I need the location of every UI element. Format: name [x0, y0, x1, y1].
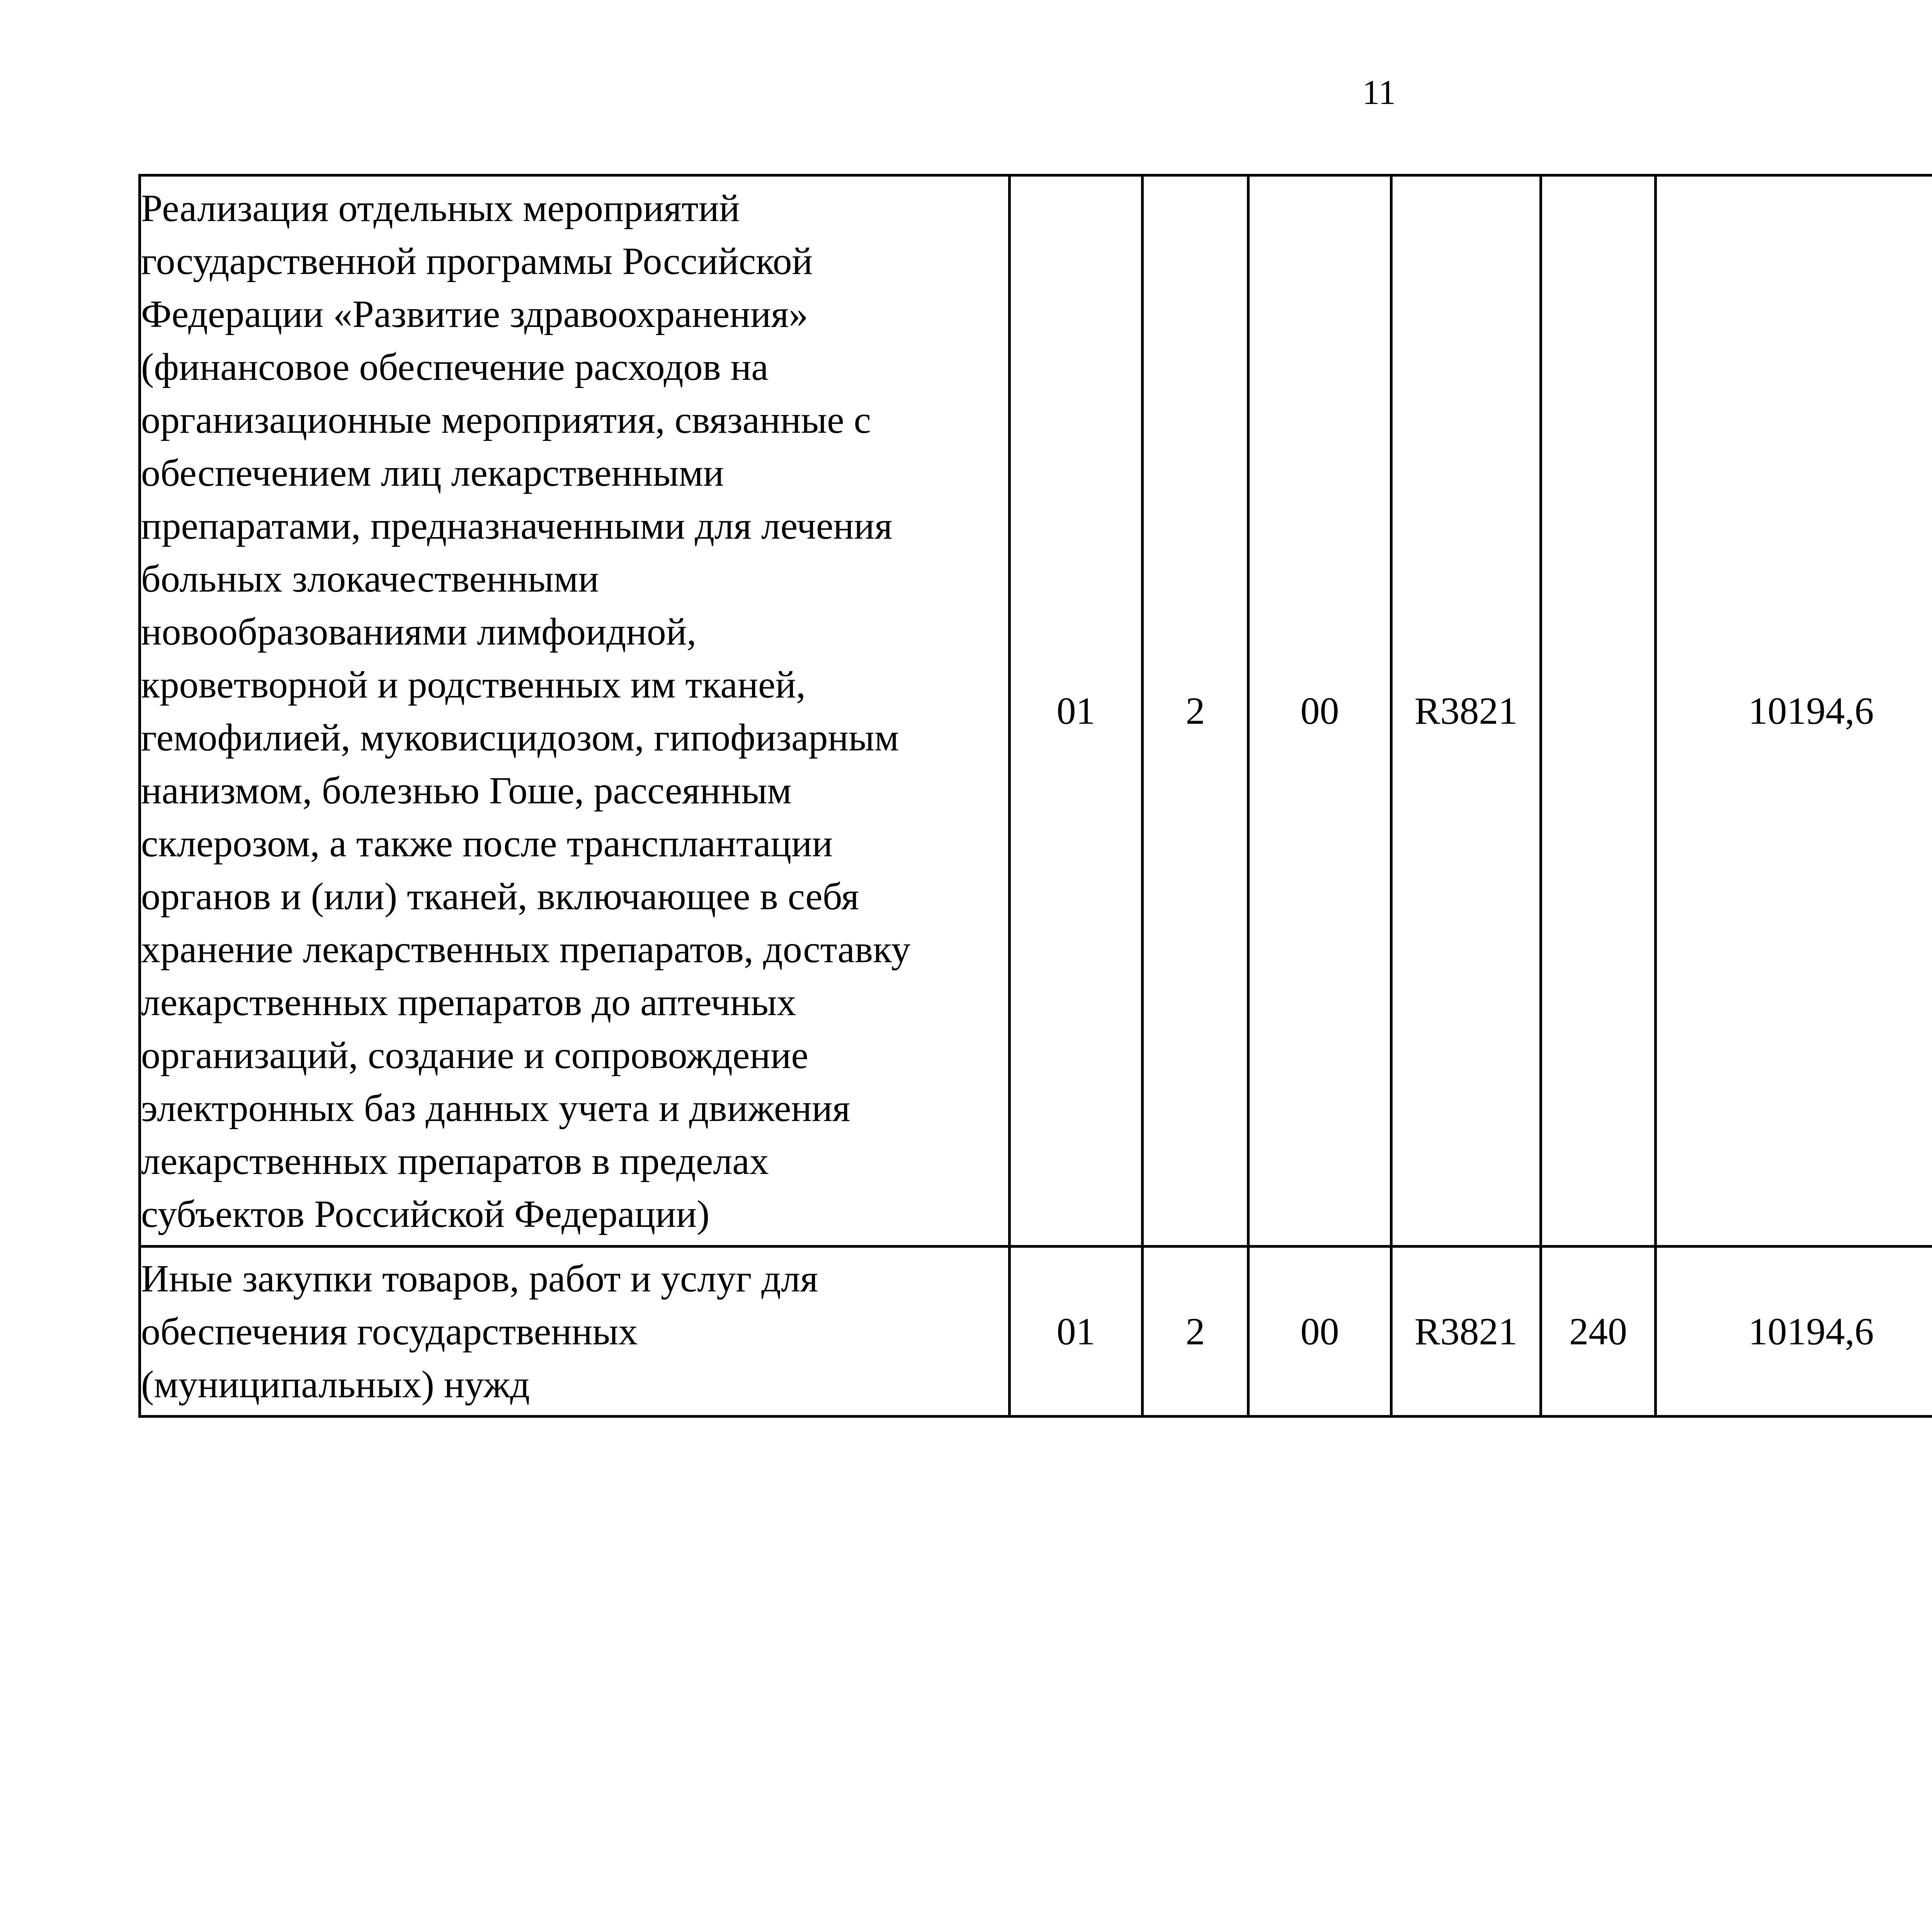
section-code: 01 — [1010, 1247, 1143, 1417]
budget-table — [138, 174, 1932, 1418]
expense-type-code: 240 — [1541, 1247, 1656, 1417]
subprogram-code: 2 — [1143, 175, 1248, 1247]
direction-code: 00 — [1248, 175, 1391, 1247]
table-row — [140, 1247, 1932, 1417]
direction-code: 00 — [1248, 1247, 1391, 1417]
page-number: 11 — [1362, 73, 1396, 112]
table-row — [140, 175, 1932, 1247]
amount-year-1: 10194,6 — [1656, 1247, 1932, 1417]
row-description: Реализация отдельных мероприятий государственной программы Российской Федерации «Развитие здравоохранения» (финансовое обеспечение расходов на организационные мероприятия, связанные с обеспечением лиц лекарственными препаратами, предназначенными для лечения больных злокачественными новообразованиями лимфоидной, кроветворной и родственных им тканей, гемофилией, муковисцидозом, гипофизарным нанизмом, болезнью Гоше, рассеянным склерозом, а также после трансплантации органов и (или) тканей, включающее в себя хранение лекарственных препаратов, доставку лекарственных препаратов до аптечных организаций, создание и сопровождение электронных баз данных учета и движения лекарственных препаратов в пределах субъектов Российской Федерации) — [140, 175, 1010, 1247]
expense-code: R3821 — [1391, 175, 1541, 1247]
subprogram-code: 2 — [1143, 1247, 1248, 1417]
section-code: 01 — [1010, 175, 1143, 1247]
expense-type-code — [1541, 175, 1656, 1247]
row-description: Иные закупки товаров, работ и услуг для обеспечения государственных (муниципальных) нужд — [140, 1247, 1010, 1417]
amount-year-1: 10194,6 — [1656, 175, 1932, 1247]
expense-code: R3821 — [1391, 1247, 1541, 1417]
